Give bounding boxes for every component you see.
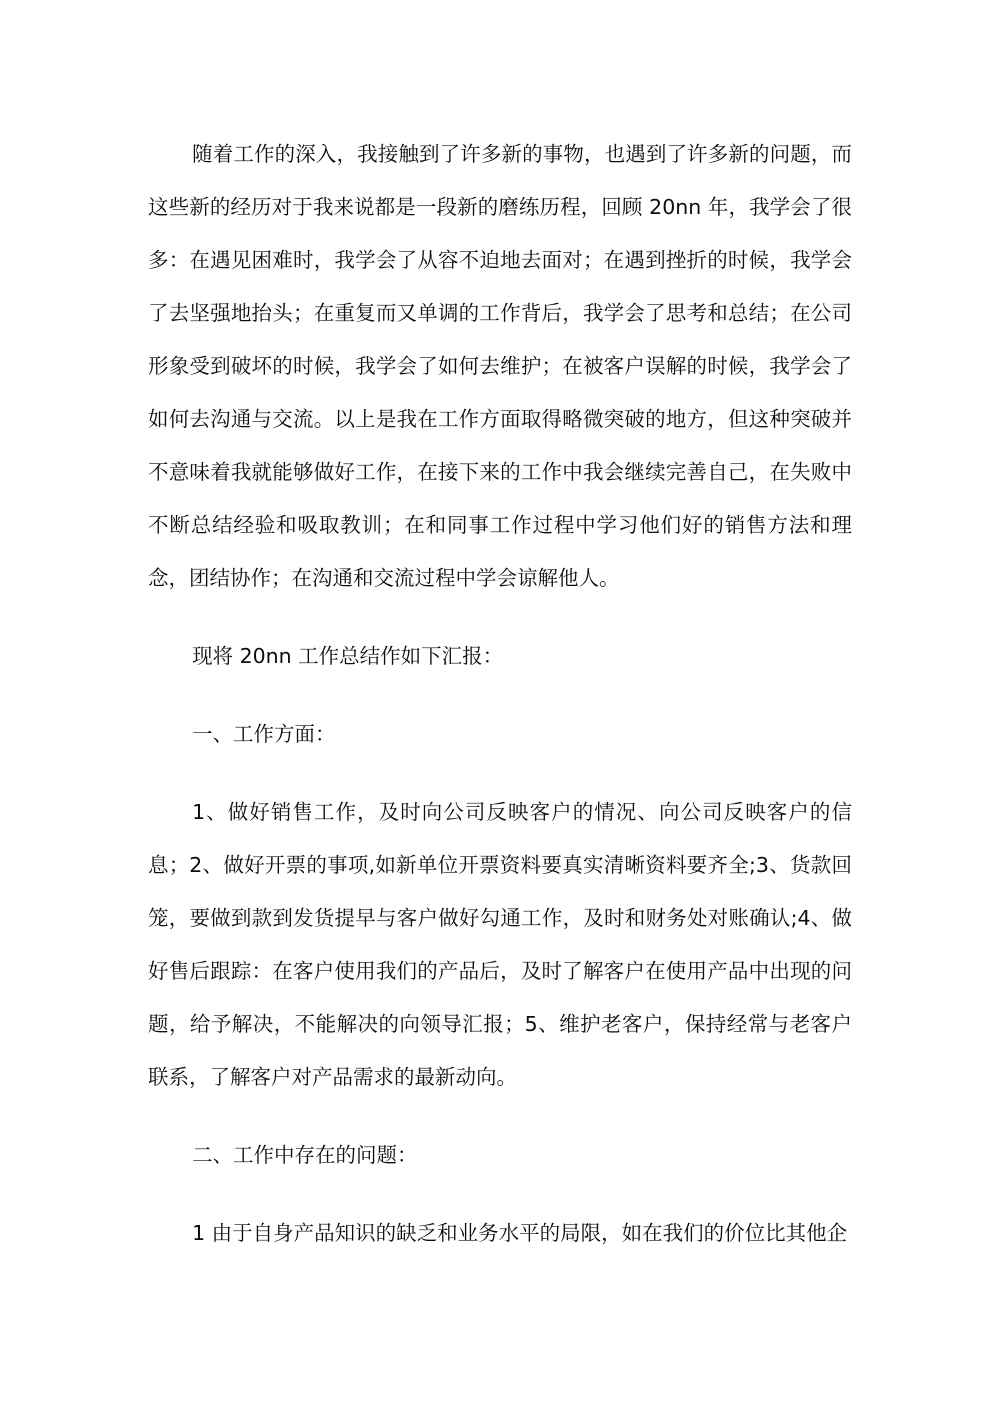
section-heading-work: 一、工作方面： xyxy=(192,722,336,746)
section-heading-problems: 二、工作中存在的问题： xyxy=(192,1143,418,1167)
paragraph-problem-1: 1 由于自身产品知识的缺乏和业务水平的局限，如在我们的价位比其他企 xyxy=(192,1221,848,1245)
paragraph-work-items: 1、做好销售工作，及时向公司反映客户的情况、向公司反映客户的信息；2、做好开票的事项,如新单位开票资料要真实清晰资料要齐全;3、货款回笼，要做到款到发货提早与客户做好勾通工作，及时和财务处对账确认;4、做好售后跟踪：在客户使用我们的产品后，及时了解客户在使用产品中出现的问题，给予解决，不能解决的向领导汇报；5、维护老客户，保持经常与老客户联系，了解客户对产品需求的最新动向。 xyxy=(148,800,852,1089)
paragraph-report-intro: 现将 20nn 工作总结作如下汇报： xyxy=(192,644,504,668)
paragraph-intro: 随着工作的深入，我接触到了许多新的事物，也遇到了许多新的问题，而这些新的经历对于我来说都是一段新的磨练历程，回顾 20nn 年，我学会了很多：在遇见困难时，我学会了从容不迫地去面对；在遇到挫折的时候，我学会了去坚强地抬头；在重复而又单调的工作背后，我学会了思考和总结；在公司形象受到破坏的时候，我学会了如何去维护；在被客户误解的时候，我学会了如何去沟通与交流。以上是我在工作方面取得略微突破的地方，但这种突破并不意味着我就能够做好工作，在接下来的工作中我会继续完善自己，在失败中不断总结经验和吸取教训；在和同事工作过程中学习他们好的销售方法和理念，团结协作；在沟通和交流过程中学会谅解他人。 xyxy=(148,142,852,590)
